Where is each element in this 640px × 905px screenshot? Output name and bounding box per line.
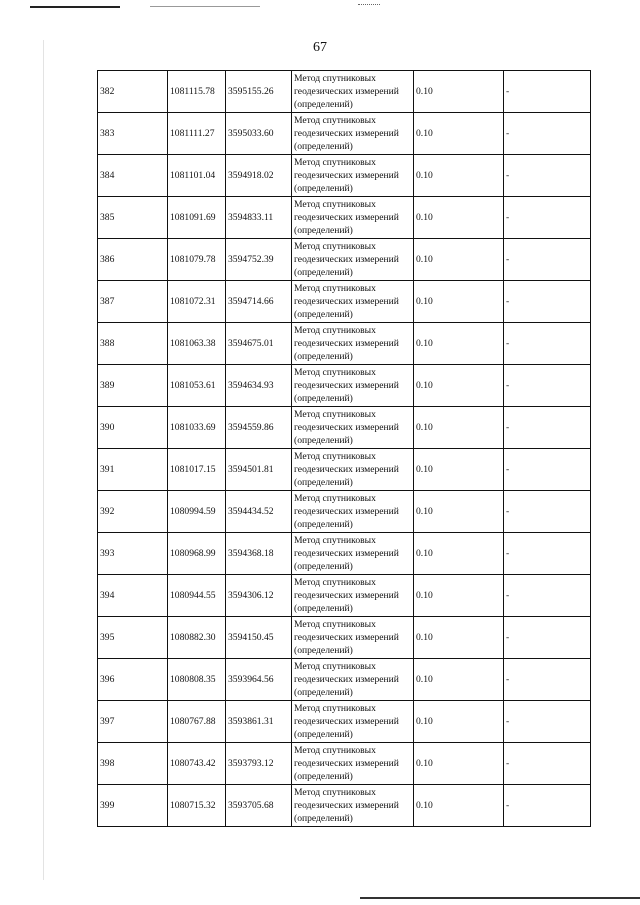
precision-cell: 0.10 [414, 197, 504, 239]
method-cell: Метод спутниковых геодезических измерений (определений) [292, 701, 414, 743]
point-number-cell: 385 [98, 197, 168, 239]
table-row [98, 617, 591, 659]
x-coordinate-cell: 1080743.42 [168, 743, 226, 785]
point-number-cell: 389 [98, 365, 168, 407]
table-row [98, 659, 591, 701]
description-cell: - [504, 155, 591, 197]
method-cell: Метод спутниковых геодезических измерений (определений) [292, 491, 414, 533]
description-cell: - [504, 743, 591, 785]
scan-artifact-line [30, 6, 120, 8]
precision-cell: 0.10 [414, 743, 504, 785]
method-cell: Метод спутниковых геодезических измерений (определений) [292, 281, 414, 323]
table-row [98, 323, 591, 365]
description-cell: - [504, 197, 591, 239]
x-coordinate-cell: 1080808.35 [168, 659, 226, 701]
table-row [98, 197, 591, 239]
method-cell: Метод спутниковых геодезических измерений (определений) [292, 155, 414, 197]
x-coordinate-cell: 1080715.32 [168, 785, 226, 827]
table-row [98, 155, 591, 197]
table-row [98, 365, 591, 407]
description-cell: - [504, 617, 591, 659]
description-cell: - [504, 533, 591, 575]
method-cell: Метод спутниковых геодезических измерений (определений) [292, 617, 414, 659]
y-coordinate-cell: 3594434.52 [226, 491, 292, 533]
point-number-cell: 390 [98, 407, 168, 449]
method-cell: Метод спутниковых геодезических измерений (определений) [292, 365, 414, 407]
x-coordinate-cell: 1081115.78 [168, 71, 226, 113]
description-cell: - [504, 323, 591, 365]
description-cell: - [504, 575, 591, 617]
coordinates-table [97, 70, 591, 827]
method-cell: Метод спутниковых геодезических измерений (определений) [292, 197, 414, 239]
precision-cell: 0.10 [414, 533, 504, 575]
precision-cell: 0.10 [414, 281, 504, 323]
table-row [98, 407, 591, 449]
description-cell: - [504, 659, 591, 701]
x-coordinate-cell: 1081101.04 [168, 155, 226, 197]
precision-cell: 0.10 [414, 113, 504, 155]
x-coordinate-cell: 1081072.31 [168, 281, 226, 323]
y-coordinate-cell: 3594714.66 [226, 281, 292, 323]
table-row [98, 239, 591, 281]
description-cell: - [504, 407, 591, 449]
point-number-cell: 388 [98, 323, 168, 365]
x-coordinate-cell: 1080882.30 [168, 617, 226, 659]
description-cell: - [504, 491, 591, 533]
x-coordinate-cell: 1081053.61 [168, 365, 226, 407]
description-cell: - [504, 365, 591, 407]
description-cell: - [504, 449, 591, 491]
description-cell: - [504, 71, 591, 113]
table-row [98, 491, 591, 533]
point-number-cell: 393 [98, 533, 168, 575]
table-row [98, 785, 591, 827]
table-row [98, 533, 591, 575]
y-coordinate-cell: 3594559.86 [226, 407, 292, 449]
scan-artifact-line [360, 897, 640, 899]
precision-cell: 0.10 [414, 785, 504, 827]
table-row [98, 113, 591, 155]
description-cell: - [504, 113, 591, 155]
precision-cell: 0.10 [414, 701, 504, 743]
method-cell: Метод спутниковых геодезических измерений (определений) [292, 575, 414, 617]
x-coordinate-cell: 1080944.55 [168, 575, 226, 617]
table-row [98, 71, 591, 113]
y-coordinate-cell: 3594368.18 [226, 533, 292, 575]
description-cell: - [504, 701, 591, 743]
method-cell: Метод спутниковых геодезических измерений (определений) [292, 785, 414, 827]
y-coordinate-cell: 3593705.68 [226, 785, 292, 827]
method-cell: Метод спутниковых геодезических измерений (определений) [292, 71, 414, 113]
y-coordinate-cell: 3594306.12 [226, 575, 292, 617]
table-row [98, 743, 591, 785]
x-coordinate-cell: 1080767.88 [168, 701, 226, 743]
y-coordinate-cell: 3594675.01 [226, 323, 292, 365]
precision-cell: 0.10 [414, 239, 504, 281]
point-number-cell: 387 [98, 281, 168, 323]
y-coordinate-cell: 3594634.93 [226, 365, 292, 407]
precision-cell: 0.10 [414, 71, 504, 113]
x-coordinate-cell: 1081033.69 [168, 407, 226, 449]
precision-cell: 0.10 [414, 449, 504, 491]
coordinates-table-body [98, 71, 591, 827]
scan-artifact-mark [358, 4, 380, 9]
y-coordinate-cell: 3594150.45 [226, 617, 292, 659]
point-number-cell: 397 [98, 701, 168, 743]
x-coordinate-cell: 1081079.78 [168, 239, 226, 281]
precision-cell: 0.10 [414, 659, 504, 701]
page-number: 67 [313, 40, 327, 55]
method-cell: Метод спутниковых геодезических измерений (определений) [292, 449, 414, 491]
x-coordinate-cell: 1080994.59 [168, 491, 226, 533]
precision-cell: 0.10 [414, 155, 504, 197]
point-number-cell: 392 [98, 491, 168, 533]
x-coordinate-cell: 1081063.38 [168, 323, 226, 365]
method-cell: Метод спутниковых геодезических измерений (определений) [292, 407, 414, 449]
method-cell: Метод спутниковых геодезических измерений (определений) [292, 533, 414, 575]
method-cell: Метод спутниковых геодезических измерений (определений) [292, 323, 414, 365]
description-cell: - [504, 281, 591, 323]
y-coordinate-cell: 3594833.11 [226, 197, 292, 239]
method-cell: Метод спутниковых геодезических измерений (определений) [292, 239, 414, 281]
precision-cell: 0.10 [414, 491, 504, 533]
point-number-cell: 386 [98, 239, 168, 281]
y-coordinate-cell: 3595155.26 [226, 71, 292, 113]
precision-cell: 0.10 [414, 617, 504, 659]
method-cell: Метод спутниковых геодезических измерений (определений) [292, 113, 414, 155]
scan-artifact-line [150, 6, 260, 7]
x-coordinate-cell: 1081111.27 [168, 113, 226, 155]
y-coordinate-cell: 3593793.12 [226, 743, 292, 785]
x-coordinate-cell: 1081017.15 [168, 449, 226, 491]
precision-cell: 0.10 [414, 575, 504, 617]
method-cell: Метод спутниковых геодезических измерений (определений) [292, 743, 414, 785]
precision-cell: 0.10 [414, 365, 504, 407]
point-number-cell: 384 [98, 155, 168, 197]
table-row [98, 701, 591, 743]
method-cell: Метод спутниковых геодезических измерений (определений) [292, 659, 414, 701]
point-number-cell: 395 [98, 617, 168, 659]
point-number-cell: 399 [98, 785, 168, 827]
point-number-cell: 396 [98, 659, 168, 701]
table-row [98, 281, 591, 323]
table-row [98, 449, 591, 491]
point-number-cell: 394 [98, 575, 168, 617]
x-coordinate-cell: 1081091.69 [168, 197, 226, 239]
precision-cell: 0.10 [414, 323, 504, 365]
y-coordinate-cell: 3593964.56 [226, 659, 292, 701]
point-number-cell: 382 [98, 71, 168, 113]
y-coordinate-cell: 3594501.81 [226, 449, 292, 491]
point-number-cell: 391 [98, 449, 168, 491]
x-coordinate-cell: 1080968.99 [168, 533, 226, 575]
y-coordinate-cell: 3594918.02 [226, 155, 292, 197]
precision-cell: 0.10 [414, 407, 504, 449]
y-coordinate-cell: 3594752.39 [226, 239, 292, 281]
point-number-cell: 383 [98, 113, 168, 155]
y-coordinate-cell: 3595033.60 [226, 113, 292, 155]
scan-margin-line [43, 40, 44, 880]
point-number-cell: 398 [98, 743, 168, 785]
y-coordinate-cell: 3593861.31 [226, 701, 292, 743]
table-row [98, 575, 591, 617]
description-cell: - [504, 785, 591, 827]
description-cell: - [504, 239, 591, 281]
